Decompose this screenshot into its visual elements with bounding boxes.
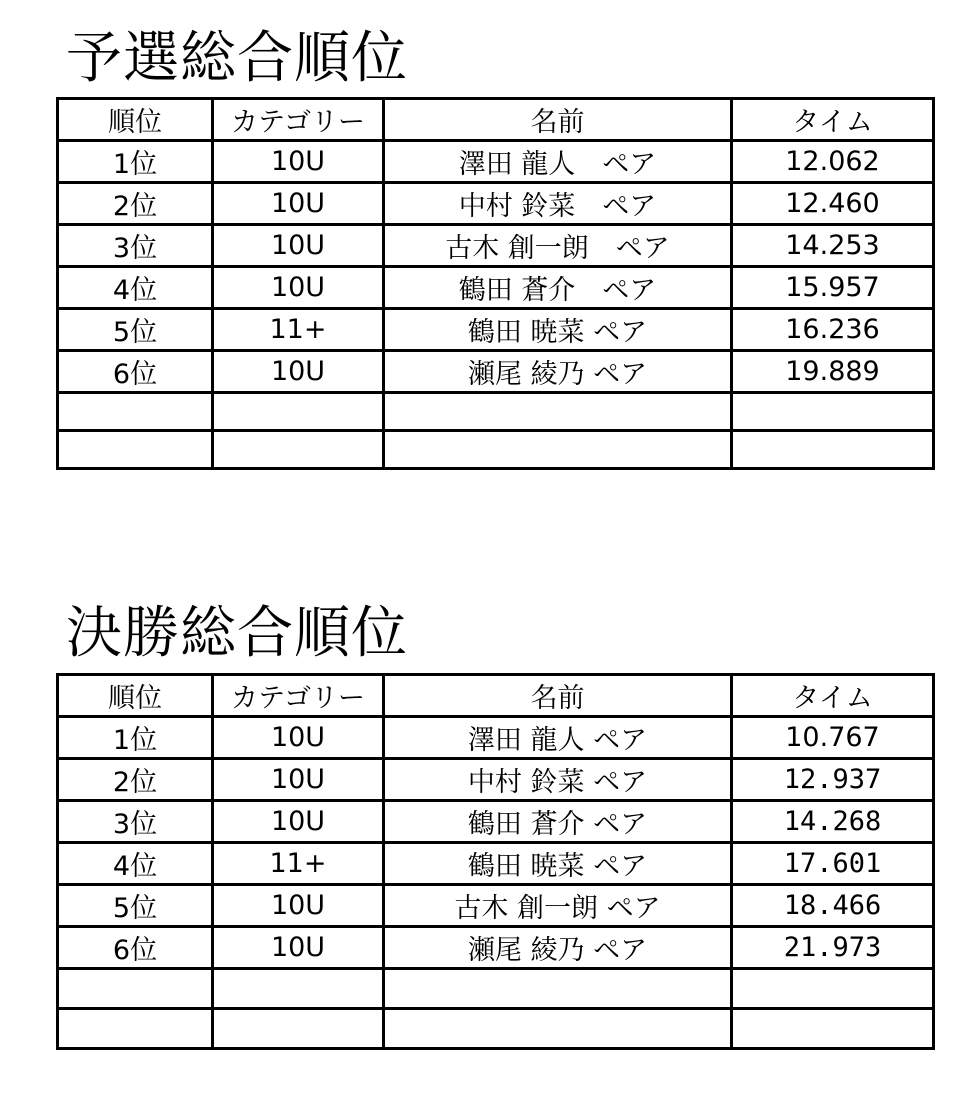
category-cell: 10U xyxy=(213,141,384,183)
qualifying-title: 予選総合順位 xyxy=(66,26,408,91)
time-cell: 16.236 xyxy=(732,309,934,351)
table-row xyxy=(58,885,934,927)
empty-row xyxy=(58,431,934,469)
rank-cell: 1位 xyxy=(58,141,213,183)
category-cell xyxy=(213,431,384,469)
name-cell xyxy=(384,393,732,431)
header-name: 名前 xyxy=(384,99,732,141)
time-cell: 10.767 xyxy=(732,717,934,759)
rank-cell: 6位 xyxy=(58,927,213,969)
rank-cell xyxy=(58,431,213,469)
rank-cell: 5位 xyxy=(58,309,213,351)
category-cell xyxy=(213,1009,384,1049)
time-cell: 14.268 xyxy=(732,801,934,843)
time-cell: 15.957 xyxy=(732,267,934,309)
table-row xyxy=(58,309,934,351)
header-rank: 順位 xyxy=(58,675,213,717)
header-name: 名前 xyxy=(384,675,732,717)
table-row xyxy=(58,225,934,267)
table-row xyxy=(58,141,934,183)
empty-row xyxy=(58,393,934,431)
category-cell: 10U xyxy=(213,225,384,267)
table-row xyxy=(58,717,934,759)
name-cell: 中村 鈴菜 ペア xyxy=(384,759,732,801)
category-cell: 11+ xyxy=(213,309,384,351)
name-cell: 鶴田 暁菜 ペア xyxy=(384,309,732,351)
table-row xyxy=(58,267,934,309)
rank-cell xyxy=(58,1009,213,1049)
rank-cell: 1位 xyxy=(58,717,213,759)
rank-cell: 6位 xyxy=(58,351,213,393)
name-cell xyxy=(384,431,732,469)
time-cell xyxy=(732,431,934,469)
rank-cell xyxy=(58,393,213,431)
empty-row xyxy=(58,1009,934,1049)
rank-cell: 4位 xyxy=(58,843,213,885)
name-cell: 古木 創一朗 ペア xyxy=(384,885,732,927)
time-cell: 17.601 xyxy=(732,843,934,885)
category-cell: 10U xyxy=(213,717,384,759)
time-cell xyxy=(732,969,934,1009)
rank-cell: 4位 xyxy=(58,267,213,309)
category-cell: 10U xyxy=(213,927,384,969)
name-cell: 澤田 龍人 ペア xyxy=(384,717,732,759)
category-cell: 10U xyxy=(213,885,384,927)
time-cell: 12.460 xyxy=(732,183,934,225)
table-row xyxy=(58,183,934,225)
rank-cell: 2位 xyxy=(58,759,213,801)
time-cell: 14.253 xyxy=(732,225,934,267)
table-row xyxy=(58,927,934,969)
qualifying-results-table xyxy=(56,97,935,470)
rank-cell: 5位 xyxy=(58,885,213,927)
category-cell: 10U xyxy=(213,351,384,393)
time-cell: 12.937 xyxy=(732,759,934,801)
header-rank: 順位 xyxy=(58,99,213,141)
final-results-table xyxy=(56,673,935,1050)
category-cell xyxy=(213,393,384,431)
table-row xyxy=(58,801,934,843)
category-cell: 10U xyxy=(213,267,384,309)
name-cell: 澤田 龍人 ペア xyxy=(384,141,732,183)
category-cell: 11+ xyxy=(213,843,384,885)
empty-row xyxy=(58,969,934,1009)
rank-cell xyxy=(58,969,213,1009)
time-cell: 21.973 xyxy=(732,927,934,969)
category-cell xyxy=(213,969,384,1009)
name-cell: 鶴田 暁菜 ペア xyxy=(384,843,732,885)
category-cell: 10U xyxy=(213,759,384,801)
name-cell xyxy=(384,1009,732,1049)
time-cell: 18.466 xyxy=(732,885,934,927)
name-cell: 古木 創一朗 ペア xyxy=(384,225,732,267)
table-row xyxy=(58,843,934,885)
header-time: タイム xyxy=(732,675,934,717)
time-cell: 12.062 xyxy=(732,141,934,183)
table-header-row xyxy=(58,675,934,717)
name-cell: 鶴田 蒼介 ペア xyxy=(384,267,732,309)
name-cell: 鶴田 蒼介 ペア xyxy=(384,801,732,843)
time-cell: 19.889 xyxy=(732,351,934,393)
name-cell: 中村 鈴菜 ペア xyxy=(384,183,732,225)
final-title: 決勝総合順位 xyxy=(66,601,408,666)
table-header-row xyxy=(58,99,934,141)
category-cell: 10U xyxy=(213,801,384,843)
rank-cell: 2位 xyxy=(58,183,213,225)
table-row xyxy=(58,759,934,801)
header-time: タイム xyxy=(732,99,934,141)
time-cell xyxy=(732,1009,934,1049)
header-category: カテゴリー xyxy=(213,675,384,717)
table-row xyxy=(58,351,934,393)
rank-cell: 3位 xyxy=(58,801,213,843)
name-cell xyxy=(384,969,732,1009)
name-cell: 瀬尾 綾乃 ペア xyxy=(384,351,732,393)
category-cell: 10U xyxy=(213,183,384,225)
header-category: カテゴリー xyxy=(213,99,384,141)
rank-cell: 3位 xyxy=(58,225,213,267)
name-cell: 瀬尾 綾乃 ペア xyxy=(384,927,732,969)
time-cell xyxy=(732,393,934,431)
